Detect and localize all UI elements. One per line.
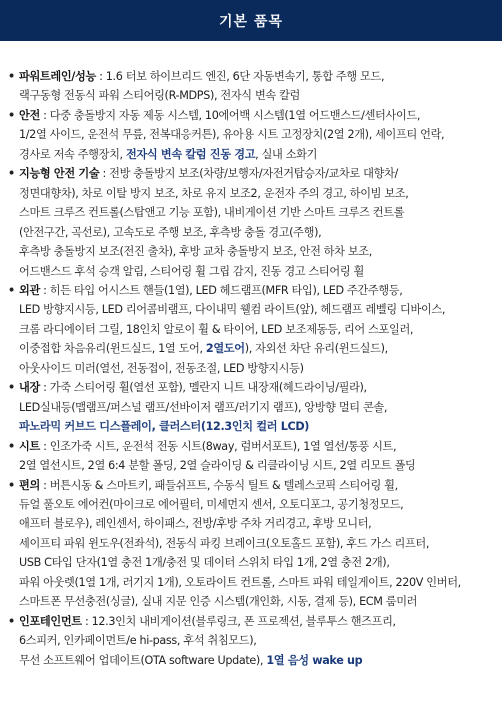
spec-line (19, 67, 496, 86)
spec-text: LED실내등(맵램프/퍼스널 램프/선바이저 램프/러기지 램프), 앙방향 멀티 콘솔, (19, 400, 388, 414)
spec-line (19, 125, 496, 144)
spec-line (19, 145, 496, 164)
spec-line (19, 437, 496, 456)
spec-item (8, 476, 496, 612)
spec-text: 6스피커, 인카페이먼트/e hi-pass, 후석 취침모드), (19, 634, 257, 648)
spec-line (19, 359, 496, 378)
highlighted-feature: 전자식 변속 칼럼 진동 경고 (125, 147, 256, 161)
spec-text: , 실내 소화기 (255, 147, 318, 161)
spec-text: 파워 아웃렛(1열 1개, 러기지 1개), 오토라이트 컨트롤, 스마트 파워 테일게이트, 220V 인버터, (19, 575, 461, 589)
highlighted-feature: 파노라믹 커브드 디스플레이, 클러스터(12.3인치 컬러 LCD) (19, 420, 310, 434)
spec-line (19, 86, 496, 105)
spec-category-label: 인포테인먼트 (19, 614, 82, 628)
spec-text: 2열 열선시트, 2열 6:4 분할 폴딩, 2열 슬라이딩 & 리클라이닝 시트, 2열 리모트 폴딩 (19, 459, 416, 473)
spec-text: 아웃사이드 미러(열선, 전동접이, 전동조절, LED 방향지시등) (19, 361, 304, 375)
spec-item (8, 612, 496, 670)
spec-line (19, 242, 496, 261)
spec-item (8, 164, 496, 281)
spec-line (19, 514, 496, 533)
spec-text: ), 자외선 차단 유리(윈드실드), (244, 342, 388, 356)
spec-text: : 1.6 터보 하이브리드 엔진, 6단 자동변속기, 통합 주행 모드, (95, 70, 385, 83)
spec-text: 어드밴스드 후석 승객 알림, 스티어링 휠 그립 감지, 진동 경고 스티어링 휠 (19, 264, 364, 278)
spec-text: LED 방향지시등, LED 리어콤비램프, 다이내믹 웰컴 라이트(앞), 헤드램프 레벨링 디바이스, (19, 303, 446, 317)
spec-line (19, 456, 496, 475)
spec-category-label: 외관 (19, 283, 40, 297)
spec-text: : 가죽 스티어링 휠(열선 포함), 멜란지 니트 내장재(헤드라이닝/필라), (39, 381, 367, 395)
spec-text: 경사로 저속 주행장치, (19, 147, 126, 161)
spec-line (19, 339, 496, 358)
section-header (0, 0, 502, 41)
spec-line (19, 476, 496, 495)
spec-text: 무선 소프트웨어 업데이트(OTA software Update), (19, 653, 267, 667)
spec-line (19, 553, 496, 572)
spec-category-label: 지능형 안전 기술 (19, 167, 100, 181)
spec-text: 애프터 블로우), 레인센서, 하이패스, 전방/후방 주차 거리경고, 후방 모니터, (19, 517, 372, 531)
spec-line (19, 592, 496, 611)
spec-line (19, 417, 496, 436)
highlighted-feature: 1열 음성 wake up (266, 653, 363, 667)
spec-text: 1/2열 사이드, 운전석 무릎, 전복대응커튼), 유아용 시트 고정장치(2열 2개), 세이프티 언락, (19, 128, 445, 142)
spec-line (19, 262, 496, 281)
spec-line (19, 223, 496, 242)
spec-category-label: 안전 (19, 108, 40, 122)
spec-text: : 히든 타입 어시스트 핸들(1열), LED 헤드램프(MFR 타입), LED 주간주행등, (39, 283, 403, 297)
spec-text: 랙구동형 전동식 파워 스티어링(R-MDPS), 전자식 변속 칼럼 (19, 89, 300, 103)
bullet-icon: • (8, 70, 15, 83)
spec-list (0, 41, 502, 670)
spec-line (19, 534, 496, 553)
spec-line (19, 184, 496, 203)
spec-text: 스마트 크루즈 컨트롤(스탑앤고 기능 포함), 내비게이션 기반 스마트 크루즈 컨트롤 (19, 206, 405, 220)
spec-line (19, 631, 496, 650)
spec-text: 스마트폰 무선충전(싱글), 실내 지문 인증 시스템(개인화, 시동, 결제 등), ECM 룸미러 (19, 595, 418, 609)
bullet-icon: • (8, 478, 15, 492)
highlighted-feature: 2열도어 (205, 342, 245, 356)
spec-line (19, 378, 496, 397)
spec-text: (안전구간, 곡선로), 고속도로 주행 보조, 후측방 충돌 경고(주행), (19, 225, 322, 239)
spec-text: 세이프티 파워 윈도우(전좌석), 전동식 파킹 브레이크(오토홀드 포함), 후드 가스 리프터, (19, 536, 430, 550)
spec-item (8, 437, 496, 476)
spec-text: : 버튼시동 & 스마트키, 패들쉬프트, 수동식 틸트 & 텔레스코픽 스티어링 휠, (39, 478, 398, 492)
spec-line (19, 164, 496, 183)
spec-line (19, 651, 496, 670)
spec-line (19, 203, 496, 222)
bullet-icon: • (8, 283, 15, 297)
spec-text: : 전방 충돌방지 보조(차량/보행자/자전거탑승자/교차로 대향차/ (99, 167, 398, 181)
spec-text: : 12.3인치 내비게이션(블루링크, 폰 프로젝션, 블루투스 핸즈프리, (81, 614, 396, 628)
spec-text: : 인조가죽 시트, 운전석 전동 시트(8way, 럼버서포트), 1열 열선/통풍 시트, (39, 439, 397, 453)
bullet-icon: • (8, 439, 15, 453)
spec-item (8, 378, 496, 436)
spec-line (19, 281, 496, 300)
spec-text: 정면대향차), 차로 이탈 방지 보조, 차로 유지 보조2, 운전자 주의 경고, 하이빔 보조, (19, 186, 409, 200)
spec-line (19, 612, 496, 631)
spec-category-label: 내장 (19, 381, 40, 395)
bullet-icon: • (8, 381, 15, 395)
spec-category-label: 파워트레인/성능 (19, 70, 96, 83)
spec-text: 크롬 라디에이터 그릴, 18인치 알로이 휠 & 타이어, LED 보조제동등, 리어 스포일러, (19, 322, 414, 336)
bullet-icon: • (8, 108, 15, 122)
spec-item (8, 106, 496, 164)
spec-text: 듀얼 풀오토 에어컨(마이크로 에어필터, 미세먼지 센서, 오토디포그, 공기청정모드, (19, 497, 404, 511)
spec-category-label: 편의 (19, 478, 40, 492)
spec-line (19, 320, 496, 339)
spec-category-label: 시트 (19, 439, 40, 453)
spec-line (19, 495, 496, 514)
spec-text: : 다중 충돌방지 자동 제동 시스템, 10에어백 시스템(1열 어드밴스드/센터사이드, (39, 108, 421, 122)
spec-item (8, 281, 496, 378)
spec-text: 후측방 충돌방지 보조(전진 출차), 후방 교차 충돌방지 보조, 안전 하차 보조, (19, 245, 372, 259)
section-title: 기본 품목 (219, 13, 283, 30)
spec-line (19, 106, 496, 125)
spec-line (19, 573, 496, 592)
spec-text: USB C타입 단자(1열 충전 1개/충전 및 데이터 스위치 타입 1개, 2열 충전 2개), (19, 556, 390, 570)
spec-line (19, 398, 496, 417)
spec-line (19, 300, 496, 319)
bullet-icon: • (8, 614, 15, 628)
spec-item (8, 67, 496, 106)
bullet-icon: • (8, 167, 15, 181)
spec-text: 이중접합 차음유리(윈드실드, 1열 도어, (19, 342, 206, 356)
